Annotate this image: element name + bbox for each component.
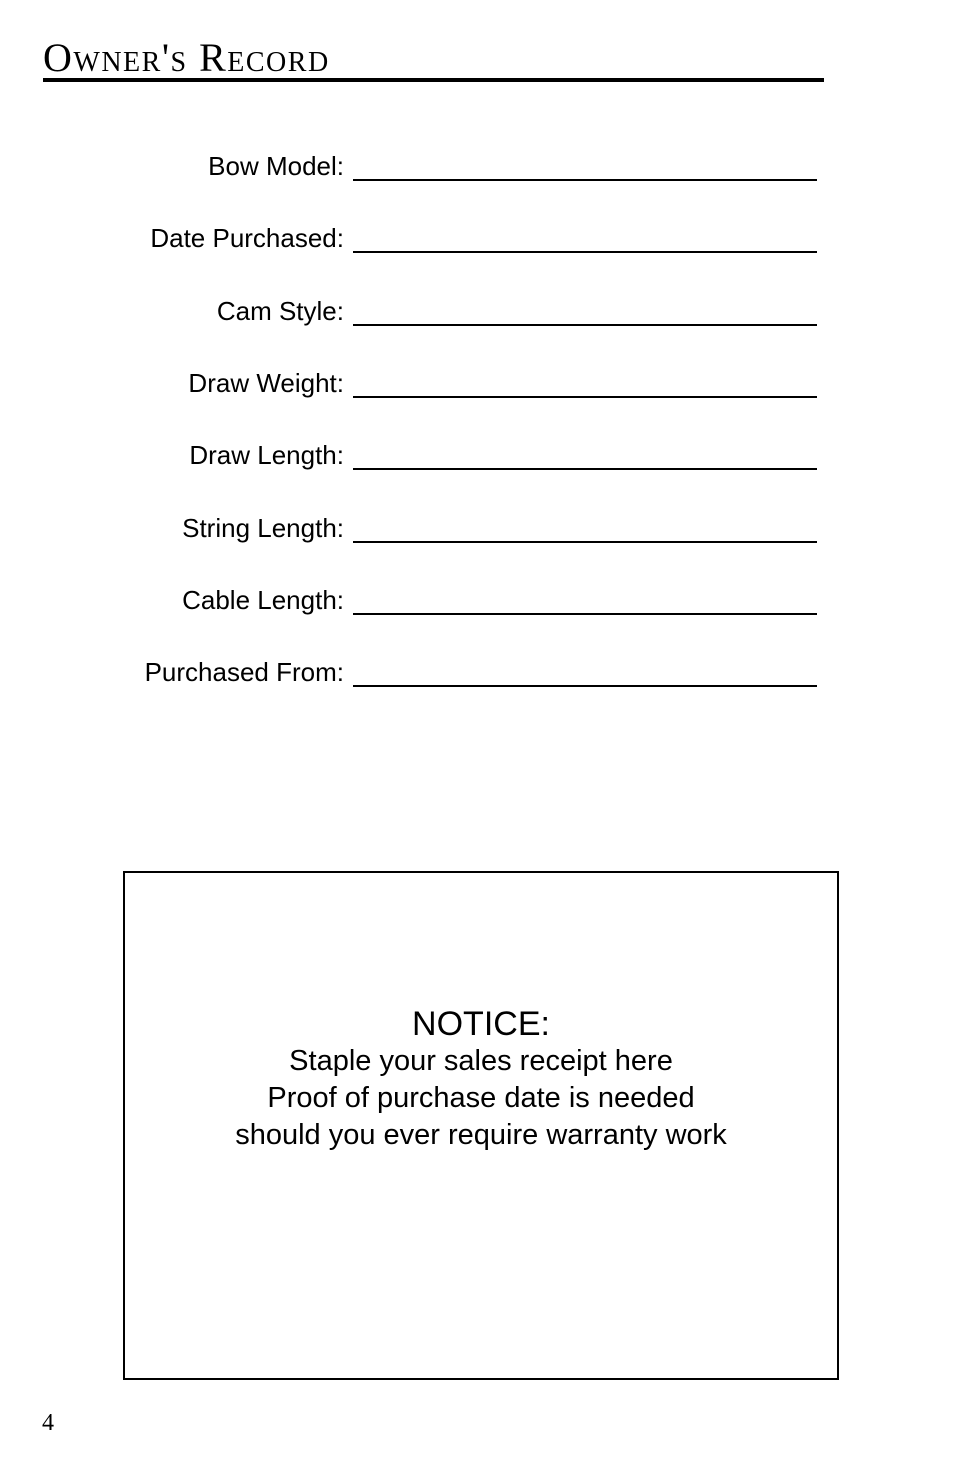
fill-in-line[interactable] [353, 541, 817, 543]
field-cable-length [0, 580, 954, 620]
fill-in-line[interactable] [353, 396, 817, 398]
notice-heading: NOTICE: [412, 1005, 550, 1043]
notice-line: should you ever require warranty work [235, 1119, 727, 1151]
fill-in-line[interactable] [353, 251, 817, 253]
field-date-purchased [0, 218, 954, 258]
page-number: 4 [42, 1410, 54, 1436]
field-bow-model [0, 146, 954, 186]
field-purchased-from [0, 652, 954, 692]
field-draw-weight [0, 363, 954, 403]
page-title: Owner's Record [43, 35, 330, 80]
field-label: Purchased From: [144, 657, 344, 687]
notice-text [125, 1005, 837, 1154]
field-label: String Length: [182, 513, 344, 543]
field-string-length [0, 508, 954, 548]
field-label: Cable Length: [182, 585, 344, 615]
fill-in-line[interactable] [353, 179, 817, 181]
field-label: Draw Length: [189, 440, 344, 470]
fill-in-line[interactable] [353, 685, 817, 687]
fill-in-line[interactable] [353, 324, 817, 326]
receipt-notice-box [123, 871, 839, 1380]
fill-in-line[interactable] [353, 613, 817, 615]
field-label: Date Purchased: [150, 223, 344, 253]
notice-line: Proof of purchase date is needed [267, 1082, 695, 1114]
fill-in-line[interactable] [353, 468, 817, 470]
field-label: Draw Weight: [188, 368, 344, 398]
field-label: Cam Style: [216, 296, 344, 326]
field-draw-length [0, 435, 954, 475]
notice-line: Staple your sales receipt here [289, 1045, 673, 1077]
field-cam-style [0, 291, 954, 331]
field-label: Bow Model: [208, 151, 344, 181]
page-header [43, 34, 824, 82]
